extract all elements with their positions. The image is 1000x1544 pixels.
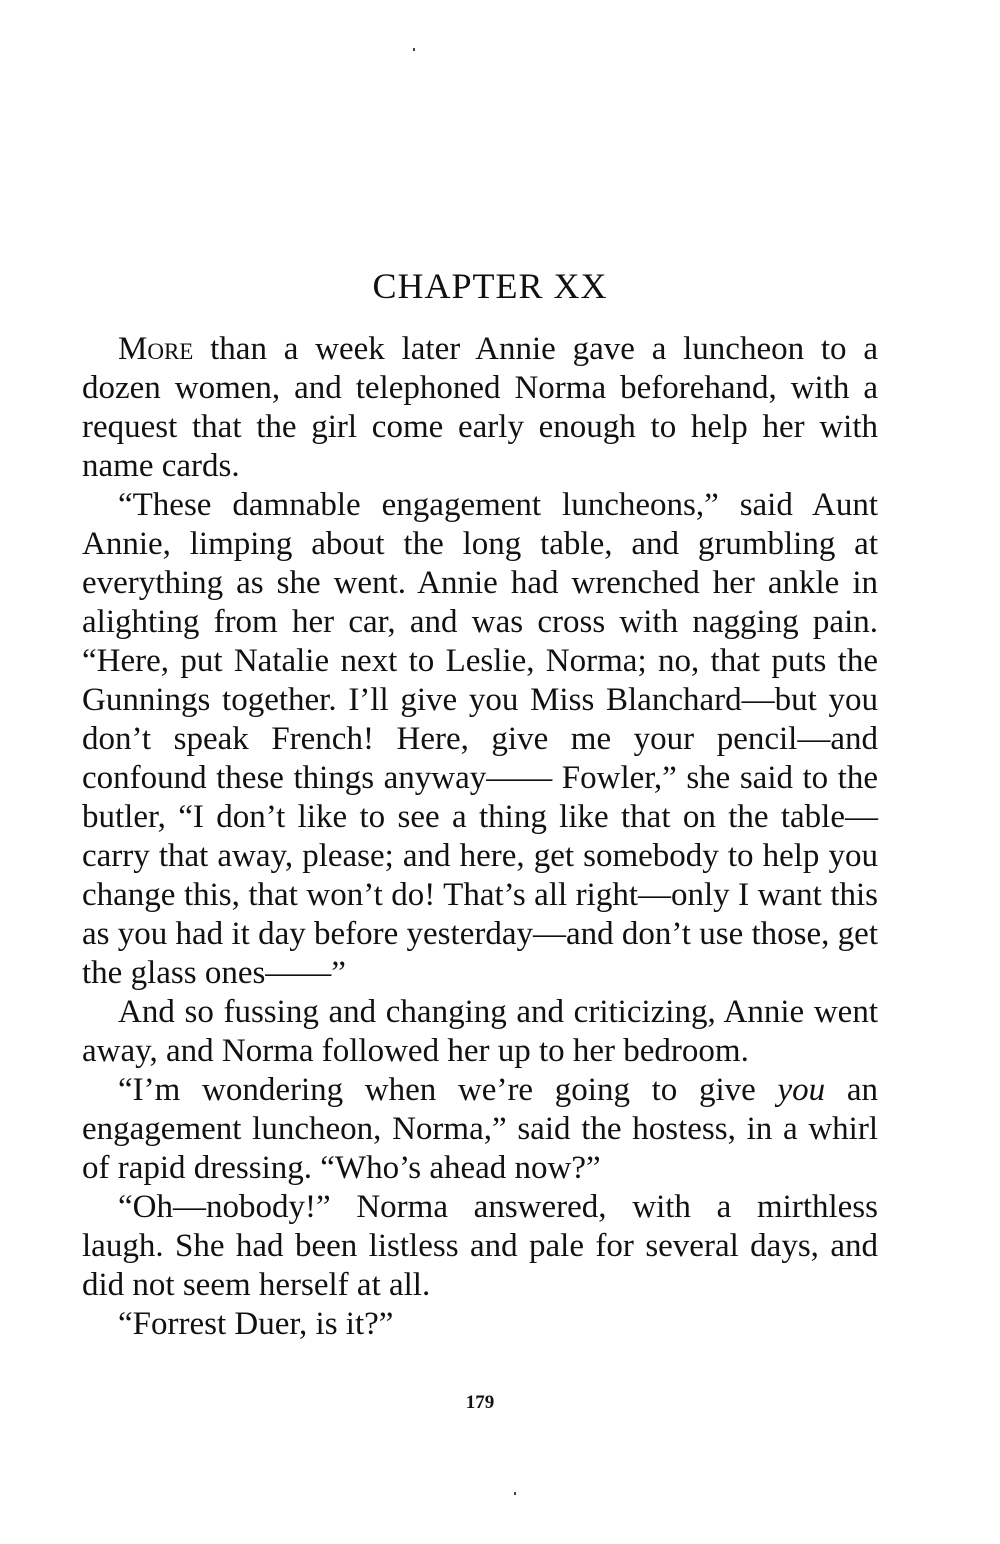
page-number: 179 (465, 1392, 495, 1413)
chapter-body (82, 330, 878, 1344)
paragraph-2: “These damnable engagement luncheons,” said Aunt Annie, limping about the long table, and grumbling at everything as she went. Annie had wrenched her ankle in alighting from her car, and was cross with nagging pain. “Here, put Natalie next to Leslie, Norma; no, that puts the Gunnings together. I’ll give you Miss Blanchard—but you don’t speak French! Here, give me your pencil—and confound these things anyway—— Fowler,” she said to the butler, “I don’t like to see a thing like that on the table—carry that away, please; and here, get somebody to help you change this, that won’t do! That’s all right—only I want this as you had it day before yesterday—and don’t use those, get the glass ones——” (82, 487, 878, 991)
paragraph-6: “Forrest Duer, is it?” (118, 1306, 394, 1342)
paragraph-1-lead: More (118, 331, 194, 367)
paragraph-4-before: “I’m wondering when we’re going to give (118, 1072, 778, 1108)
paragraph-1-text: than a week later Annie gave a luncheon to a dozen women, and telephoned Norma beforehand, with a request that the girl come early enough to help her with name cards. (82, 331, 878, 484)
paragraph-4 (82, 1071, 878, 1188)
paragraph-4-after: an engagement luncheon, Norma,” said the hostess, in a whirl of rapid dressing. “Who’s ahead now?” (82, 1072, 878, 1186)
paragraph-4-italic: you (777, 1072, 826, 1108)
paragraph-5: “Oh—nobody!” Norma answered, with a mirthless laugh. She had been listless and pale for several days, and did not seem herself at all. (82, 1189, 878, 1303)
paragraph-3: And so fussing and changing and criticizing, Annie went away, and Norma followed her up to her bedroom. (82, 994, 878, 1069)
print-speck (514, 1492, 516, 1495)
print-speck (413, 48, 415, 51)
chapter-title: CHAPTER XX (372, 266, 608, 306)
paragraph-1 (82, 330, 878, 486)
